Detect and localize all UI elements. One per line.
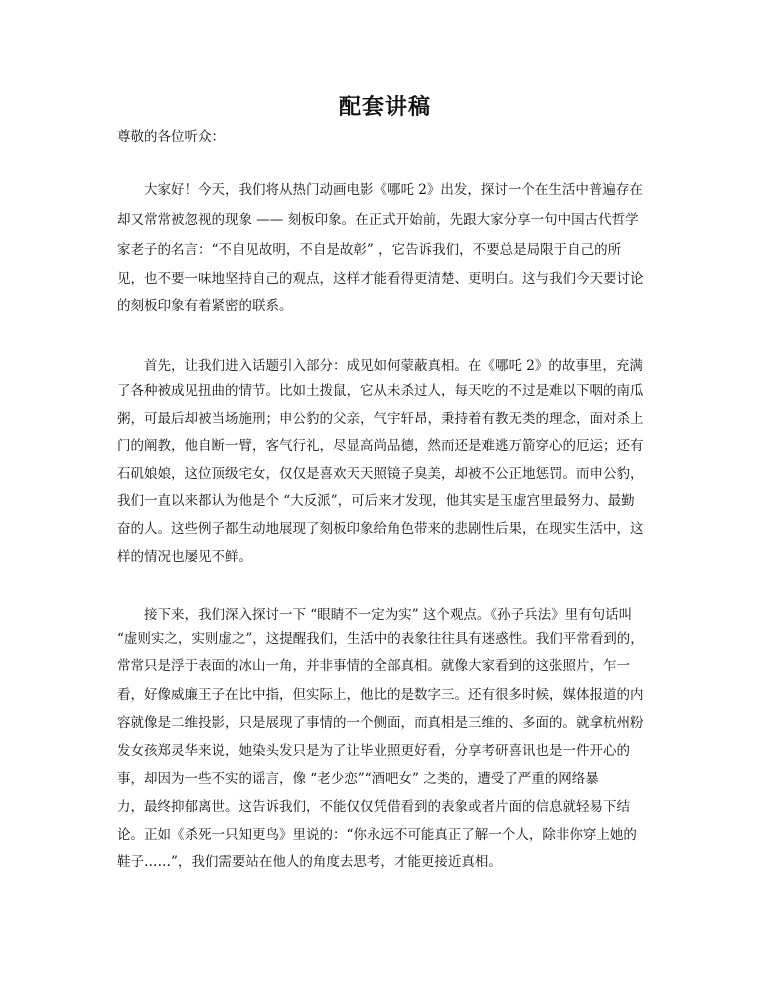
text-line: 接下来，我们深入探讨一下 “眼睛不一定为实” 这个观点。《孙子兵法》里有句话叫 <box>144 607 633 623</box>
text-line: 常常只是浮于表面的冰山一角，并非事情的全部真相。就像大家看到的这张照片，乍一 <box>117 658 630 674</box>
text-line: 力，最终抑郁离世。这告诉我们，不能仅仅凭借看到的表象或者片面的信息就轻易下结 <box>117 799 630 815</box>
text-line: 粥，可最后却被当场施刑；申公豹的父亲，气宇轩昂，秉持着有教无类的理念，面对杀上 <box>117 411 644 427</box>
text-line: 样的情况也屡见不鲜。 <box>117 549 252 565</box>
text-line: 我们一直以来都认为他是个 “大反派”，可后来才发现，他其实是玉虚宫里最努力、最勤 <box>117 493 635 509</box>
text-line: 鞋子……”，我们需要站在他人的角度去思考，才能更接近真相。 <box>117 854 502 870</box>
text-line: 首先，让我们进入话题引入部分：成见如何蒙蔽真相。在《哪吒 2》的故事里，充满 <box>144 358 643 374</box>
text-line: 的刻板印象有着紧密的联系。 <box>117 298 293 314</box>
document-title: 配套讲稿 <box>338 94 431 120</box>
text-line: 奋的人。这些例子都生动地展现了刻板印象给角色带来的悲剧性后果，在现实生活中，这 <box>117 521 644 537</box>
text-line: 发女孩郑灵华来说，她染头发只是为了让毕业照更好看，分享考研喜讯也是一件开心的 <box>117 743 630 759</box>
text-line: 看，好像威廉王子在比中指，但实际上，他比的是数字三。还有很多时候，媒体报道的内 <box>117 687 644 703</box>
text-line: 容就像是二维投影，只是展现了事情的一个侧面，而真相是三维的、多面的。就拿杭州粉 <box>117 715 644 731</box>
text-line: 论。正如《杀死一只知更鸟》里说的：“你永远不可能真正了解一个人，除非你穿上她的 <box>117 827 637 843</box>
text-line: 了各种被成见扭曲的情节。比如土拨鼠，它从未杀过人，每天吃的不过是难以下咽的南瓜 <box>117 383 644 399</box>
text-line: 却又常常被忽视的现象 —— 刻板印象。在正式开始前，先跟大家分享一句中国古代哲学 <box>117 212 639 228</box>
text-line: 见，也不要一味地坚持自己的观点，这样才能看得更清楚、更明白。这与我们今天要讨论 <box>117 271 644 287</box>
text-line: 门的阐教，他自断一臂，客气行礼，尽显高尚品德，然而还是难逃万箭穿心的厄运；还有 <box>117 438 644 454</box>
text-line: “虚则实之，实则虚之”，这提醒我们，生活中的表象往往具有迷惑性。我们平常看到的， <box>117 631 644 647</box>
text-line: 大家好！今天，我们将从热门动画电影《哪吒 2》出发，探讨一个在生活中普遍存在 <box>144 182 643 198</box>
salutation: 尊敬的各位听众： <box>117 129 225 145</box>
text-line: 事，却因为一些不实的谣言，像 “老少恋”“酒吧女” 之类的，遭受了严重的网络暴 <box>117 771 599 787</box>
text-line: 石矶娘娘，这位顶级宅女，仅仅是喜欢天天照镜子臭美，却被不公正地惩罚。而申公豹， <box>117 466 644 482</box>
text-line: 家老子的名言：“不自见故明，不自是故彰” ，它告诉我们，不要总是局限于自己的所 <box>117 242 622 258</box>
